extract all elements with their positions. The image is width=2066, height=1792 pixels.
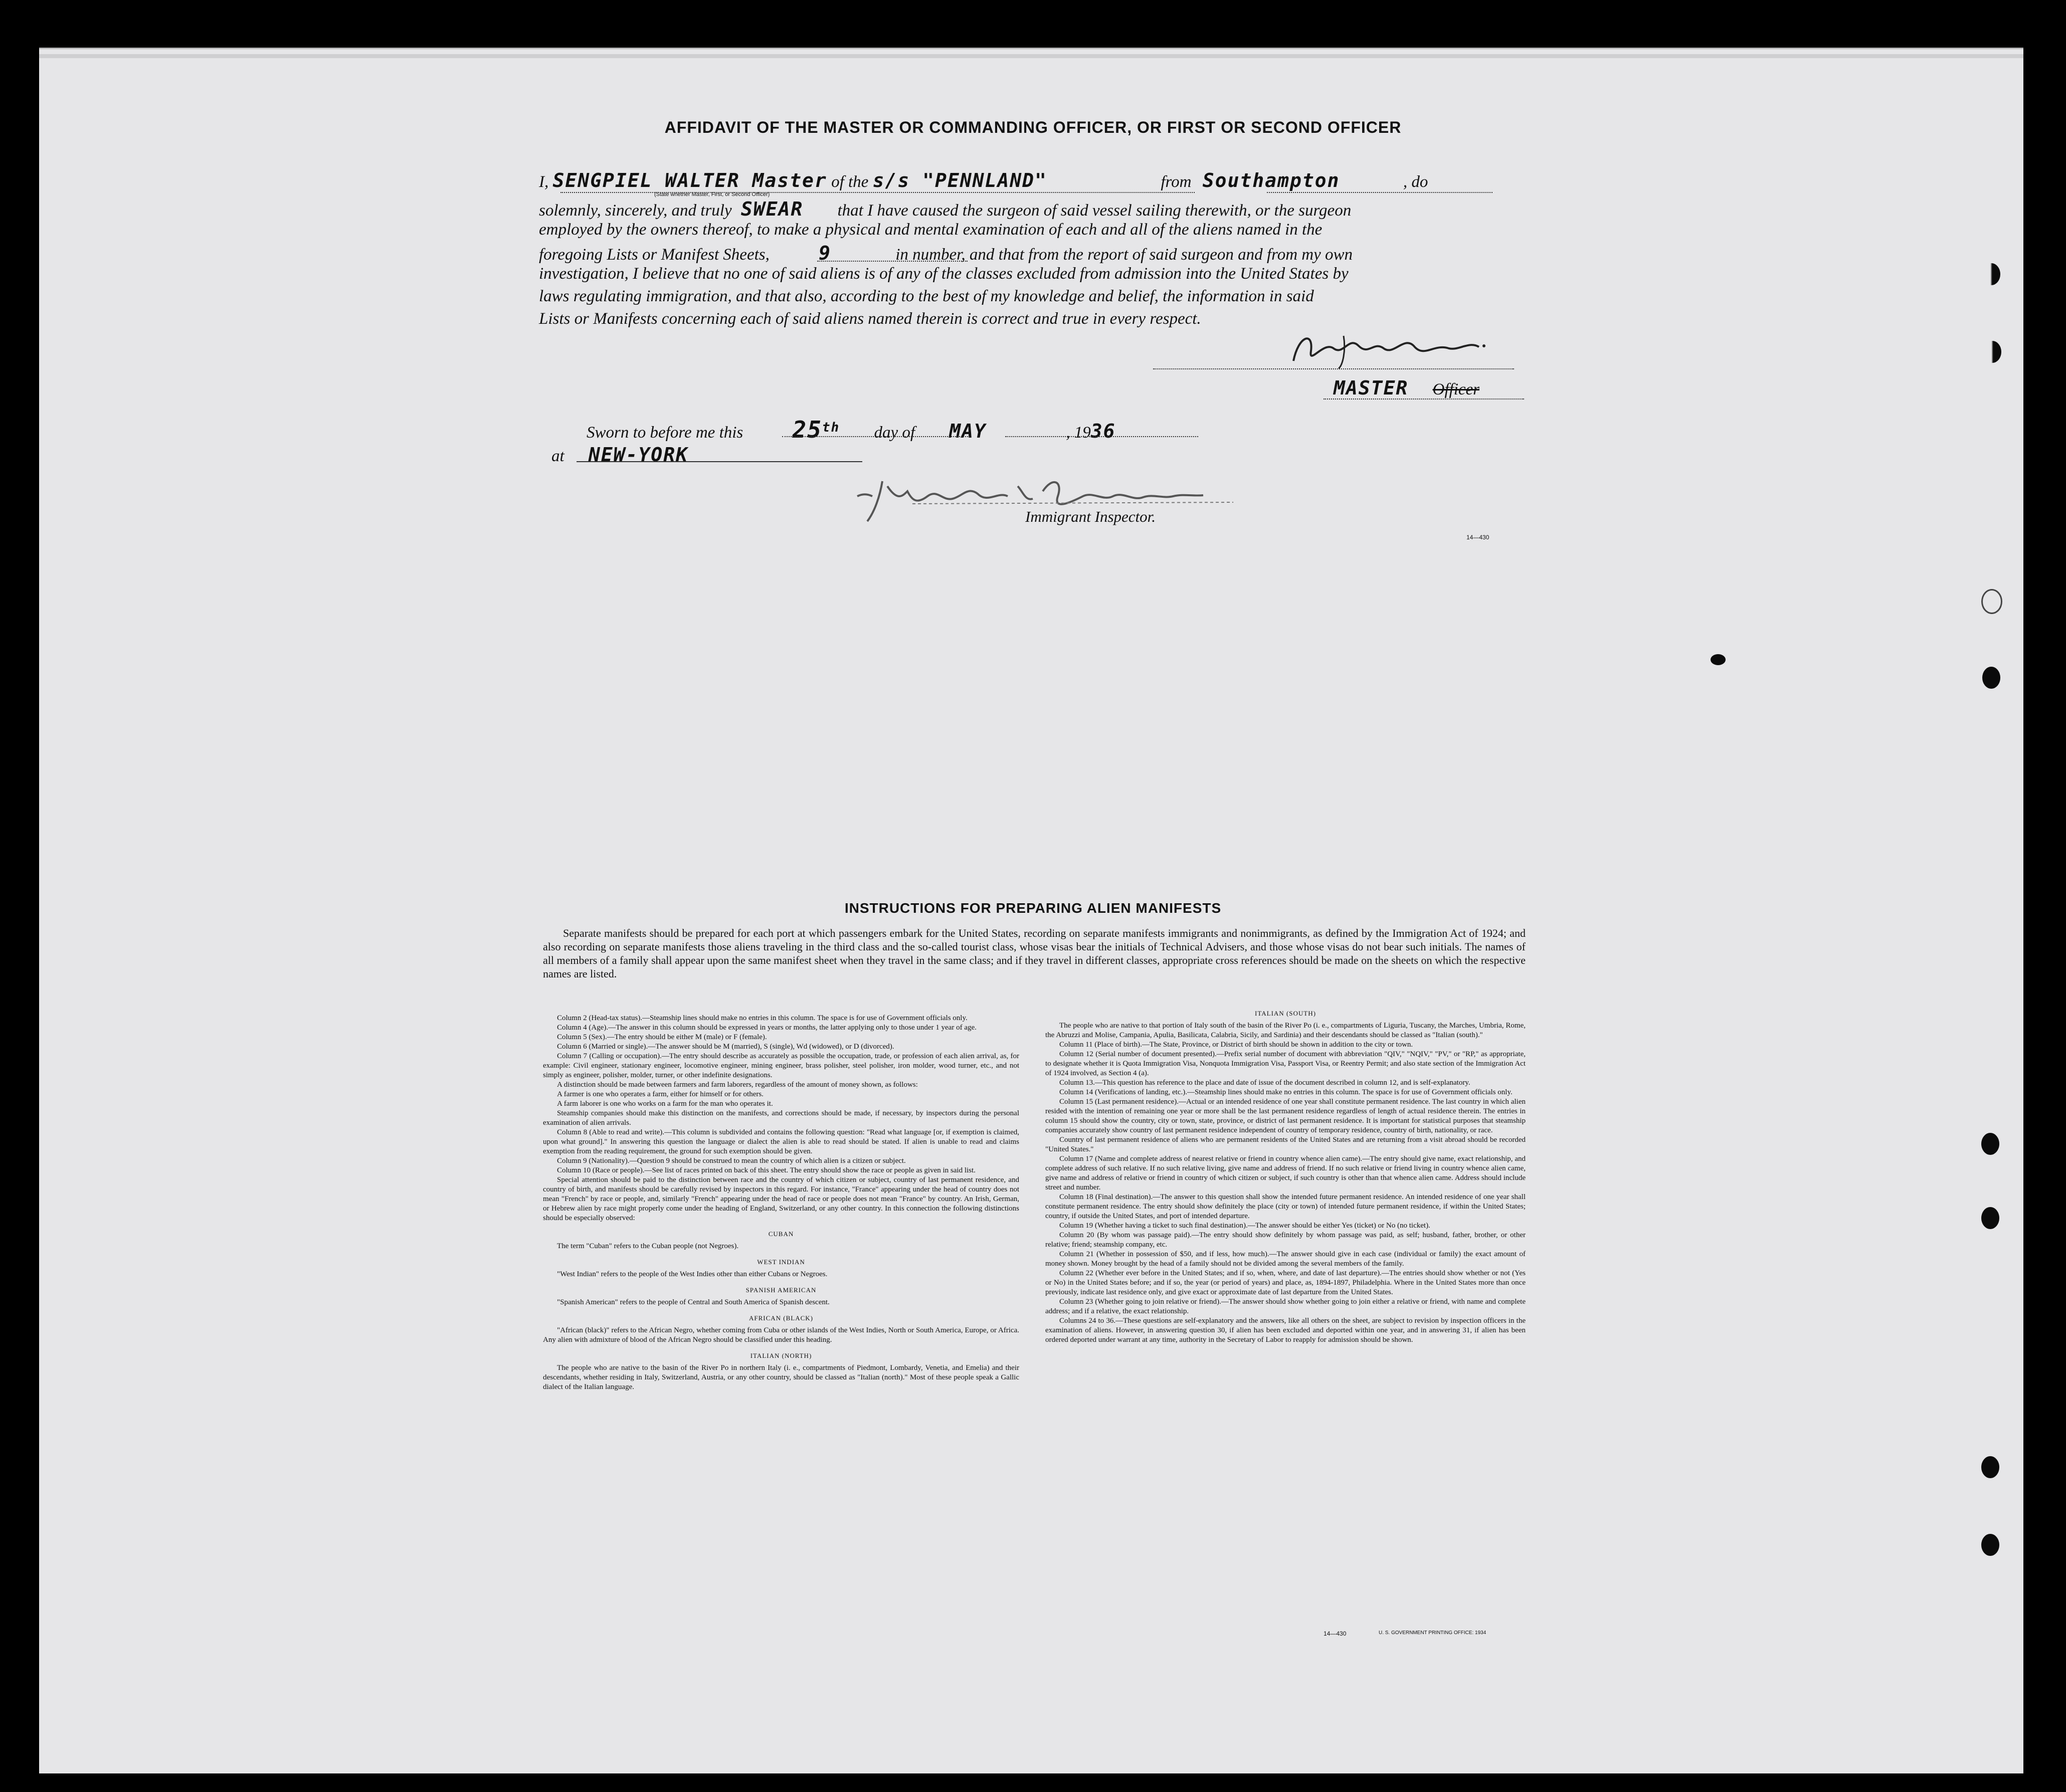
paragraph: Column 20 (By whom was passage paid).—The entry should show definitely by whom passage was paid, as self; husband, father, brother, or other relative; friend; steamship company, etc.: [1045, 1231, 1526, 1249]
paragraph: Steamship companies should make this distinction on the manifests, and corrections should be made, if necessary, by inspectors during the personal examination of alien arrivals.: [543, 1109, 1019, 1127]
paragraph: Special attention should be paid to the distinction between race and the country of which citizen or subject, country of last permanent residence, and country of birth, and manifests should be carefully revised by inspectors in this regard. For instance, "France" appearing under the head of country does not mean "French" by race or people, and, similarly "French" appearing under the head of race or people does not mean "France" by country. An Irish, German, or Hebrew alien by race might properly come under the heading of England, Switzerland, or any other country. In this connection the following distinctions should be especially observed:: [543, 1176, 1019, 1222]
punch-hole-icon: [1982, 263, 2000, 285]
punch-hole-icon: [1981, 1456, 1999, 1478]
sworn-year: 36: [1090, 420, 1116, 442]
text: , do: [1403, 173, 1428, 191]
text: from: [1161, 173, 1192, 191]
paragraph: The people who are native to the basin of the River Po in northern Italy (i. e., compartments of Piedmont, Lombardy, Venetia, and Emelia) and their descendants, whether residing in Italy, Switzerland, Austria, or any other country, should be classed as "Italian (north)." Most of these people speak a Gallic dialect of the Italian language.: [543, 1364, 1019, 1391]
departure-port: Southampton: [1202, 169, 1340, 191]
sworn-line: [587, 416, 1115, 443]
signer-rank: MASTER: [1334, 377, 1409, 399]
paragraph: Column 23 (Whether going to join relative or friend).—The answer should show whether going to join either a relative or friend, with name and complete address; and if a relative, the exact relationship.: [1045, 1298, 1526, 1315]
master-signature: [1283, 321, 1514, 371]
section-heading: SPANISH AMERICAN: [745, 1286, 817, 1294]
punch-hole-icon: [1981, 1133, 1999, 1155]
place-line: [551, 444, 688, 466]
section-heading: ITALIAN (NORTH): [750, 1352, 812, 1359]
text: of the: [831, 173, 869, 191]
signature-line: [1153, 368, 1514, 369]
sworn-month: MAY: [949, 420, 987, 442]
oath-type: SWEAR: [740, 198, 804, 220]
paragraph: A farm laborer is one who works on a farm for the man who operates it.: [557, 1100, 773, 1108]
paragraph: Column 2 (Head-tax status).—Steamship lines should make no entries in this column. The space is for use of Government officials only.: [557, 1014, 968, 1022]
instructions-left-column: [543, 1014, 1019, 1392]
paragraph: "Spanish American" refers to the people of Central and South America of Spanish descent.: [557, 1298, 830, 1306]
page-edge: [39, 54, 2023, 58]
blank-line: [782, 436, 970, 437]
footer-form-number: 14—430: [1324, 1630, 1347, 1637]
struck-word: Officer: [1432, 380, 1480, 399]
text: Sworn to before me this: [587, 424, 743, 442]
paragraph: Column 9 (Nationality).—Question 9 should be construed to mean the country of which alien is a citizen or subject.: [557, 1157, 906, 1165]
affidavit-line-6: laws regulating immigration, and that also, according to the best of my knowledge and belief, the information in said: [539, 287, 1314, 305]
punch-hole-icon: [1983, 341, 2001, 363]
paragraph: Column 8 (Able to read and write).—This column is subdivided and contains the following question: "Read what language [or, if exemption is claimed, upon what ground]." In answering this question the language or dialect the alien is able to read should be stated. If alien is unable to read and claims exemption from the reading requirement, the ground for such exemption should be given.: [543, 1128, 1019, 1155]
section-heading: WEST INDIAN: [757, 1258, 805, 1266]
paragraph: Column 17 (Name and complete address of nearest relative or friend in country whence alien came).—The entry should give name, exact relationship, and complete address of such relative. If no such relative living, give name and address of friend. If no such relative or friend living in country whence alien came, give name and address of relative or friend in country of which citizen or subject, if such country is other than that whence alien came. Address should include street and number.: [1045, 1155, 1526, 1191]
blank-line: [560, 192, 1195, 193]
paragraph: Column 10 (Race or people).—See list of races printed on back of this sheet. The entry should show the race or people as given in said list.: [557, 1166, 976, 1174]
officer-rank-hint: (State whether Master, First, or Second Officer): [654, 191, 770, 197]
paragraph: Columns 24 to 36.—These questions are self-explanatory and the answers, like all others on the sheet, are subject to revision by inspection officers in the examination of aliens. However, in answering question 30, if alien has been excluded and deported within one year, and in answering 31, if alien has been ordered deported under warrant at any time, authority in the Secretary of Labor to reapply for admission should be shown.: [1045, 1317, 1526, 1344]
text: that I have caused the surgeon of said vessel sailing therewith, or the surgeon: [837, 202, 1352, 220]
paragraph: Column 6 (Married or single).—The answer should be M (married), S (single), Wd (widowed), or D (divorced).: [557, 1043, 894, 1051]
section-heading: ITALIAN (SOUTH): [1255, 1010, 1316, 1017]
paragraph: "West Indian" refers to the people of the West Indies other than either Cubans or Negroes.: [557, 1270, 828, 1278]
punch-hole-icon: [1981, 589, 2002, 614]
paragraph: Column 4 (Age).—The answer in this column should be expressed in years or months, the latter applying only to those under 1 year of age.: [557, 1024, 977, 1032]
paragraph: Column 22 (Whether ever before in the United States; and if so, when, where, and date of last departure).—The entries should show whether or not (Yes or No) in the United States before; and if so, the year (or period of years) and place, as, 1894-1897, Philadelphia. Where in the United States more than once previously, indicate last residence only, and give exact or approximate date of last departure from the United States.: [1045, 1269, 1526, 1296]
blank-line: [1324, 399, 1524, 400]
instructions-title: INSTRUCTIONS FOR PREPARING ALIEN MANIFESTS: [844, 900, 1222, 916]
text: at: [551, 447, 565, 465]
paragraph: The people who are native to that portion of Italy south of the basin of the River Po (i. e., compartments of Liguria, Tuscany, the Marches, Umbria, Rome, the Abruzzi and Molise, Campania, Apulia, Basilicata, Calabria, Sicily, and Sardinia) and their descendants should be classed as "Italian (south).": [1045, 1022, 1526, 1039]
affidavit-line-2: [539, 198, 1351, 220]
sheet-count: 9: [819, 242, 831, 264]
paragraph: Column 19 (Whether having a ticket to such final destination).—The answer should be either Yes (ticket) or No (no ticket).: [1059, 1222, 1430, 1230]
text: day of: [874, 424, 915, 442]
paragraph: Column 13.—This question has reference to the place and date of issue of the document described in column 12, and is self-explanatory.: [1059, 1079, 1470, 1087]
text: in number, and that from the report of said surgeon and from my own: [895, 246, 1353, 264]
master-name: SENGPIEL WALTER Master: [552, 169, 827, 191]
blank-line: [817, 261, 968, 262]
paragraph: "African (black)" refers to the African Negro, whether coming from Cuba or other islands of the West Indies, North or South America, Europe, or Africa. Any alien with admixture of blood of the African Negro should be classified under this heading.: [543, 1326, 1019, 1344]
paragraph: A farmer is one who operates a farm, either for himself or for others.: [557, 1090, 764, 1098]
footer-printer: U. S. GOVERNMENT PRINTING OFFICE: 1934: [1379, 1630, 1486, 1636]
text: , 19: [1066, 424, 1091, 442]
form-number: 14—430: [1466, 534, 1489, 541]
text: I,: [539, 173, 549, 191]
ink-blot: [1711, 654, 1726, 665]
affidavit-title: AFFIDAVIT OF THE MASTER OR COMMANDING OFFICER, OR FIRST OR SECOND OFFICER: [664, 118, 1402, 136]
paragraph: Column 7 (Calling or occupation).—The entry should describe as accurately as possible the occupation, trade, or profession of each alien arrival, as, for example: Civil engineer, stationary engineer, locomotive engineer, mining engineer, brass polisher, steel polisher, iron molder, wood turner, etc., and not simply as engineer, polisher, molder, turner, or other indefinite designations.: [543, 1052, 1019, 1079]
punch-hole-icon: [1981, 1207, 1999, 1229]
section-heading: CUBAN: [768, 1230, 794, 1238]
text: foregoing Lists or Manifest Sheets,: [539, 246, 770, 264]
punch-hole-icon: [1982, 667, 2000, 689]
vessel-name: s/s "PENNLAND": [872, 169, 1047, 191]
paragraph: Column 5 (Sex).—The entry should be either M (male) or F (female).: [557, 1033, 767, 1041]
signer-title: [1334, 377, 1479, 399]
affidavit-line-1: [539, 169, 1428, 191]
paragraph: A distinction should be made between farmers and farm laborers, regardless of the amount of money shown, as follows:: [557, 1081, 918, 1089]
paragraph: The term "Cuban" refers to the Cuban people (not Negroes).: [557, 1242, 739, 1250]
paragraph: Column 21 (Whether in possession of $50, and if less, how much).—The answer should give in each case (individual or family) the exact amount of money shown. Money brought by the head of a family should not be divided among the several members of the family.: [1045, 1250, 1526, 1268]
inspector-label: Immigrant Inspector.: [1025, 508, 1156, 525]
instructions-right-column: [1045, 1009, 1526, 1345]
section-heading: AFRICAN (BLACK): [748, 1314, 814, 1322]
paragraph: Column 12 (Serial number of document presented).—Prefix serial number of document with abbreviation "QIV," "NQIV," "PV," or "RP," as appropriate, to designate whether it is Quota Immigration Visa, Nonquota Immigration Visa, Passport Visa, or Reentry Permit; and also state section of the Immigration Act of 1924 involved, as Section 4 (a).: [1045, 1050, 1526, 1077]
text: solemnly, sincerely, and truly: [539, 202, 732, 220]
sworn-place: NEW-YORK: [588, 444, 688, 466]
blank-line: [1267, 192, 1492, 193]
paragraph: Column 14 (Verifications of landing, etc.).—Steamship lines should make no entries in this column. The space is for use of Government officials only.: [1059, 1088, 1513, 1096]
paragraph: Country of last permanent residence of aliens who are permanent residents of the United States and are returning from a visit abroad should be recorded "United States.": [1045, 1136, 1526, 1153]
affidavit-line-7: Lists or Manifests concerning each of said aliens named therein is correct and true in every respect.: [539, 310, 1201, 328]
blank-line: [577, 461, 862, 462]
instructions-intro: Separate manifests should be prepared for each port at which passengers embark for the United States, recording on separate manifests immigrants and nonimmigrants, as defined by the Immigration Act of 1924; and also recording on separate manifests those aliens traveling in the third class and the so-called tourist class, whose visas bear the initials of Technical Advisers, and those whose visas do not bear such initials. The names of all members of a family shall appear upon the same manifest sheet when they travel in the same class; and if they travel in different classes, appropriate cross references should be made on the sheets on which the respective names are listed.: [543, 927, 1526, 980]
sworn-day-suffix: th: [822, 420, 840, 435]
affidavit-line-3: employed by the owners thereof, to make a physical and mental examination of each and all of the aliens named in the: [539, 221, 1323, 239]
paragraph: Column 11 (Place of birth).—The State, Province, or District of birth should be shown in addition to the city or town.: [1059, 1041, 1413, 1049]
affidavit-line-5: investigation, I believe that no one of said aliens is of any of the classes excluded from admission into the United States by: [539, 265, 1349, 283]
paragraph: Column 18 (Final destination).—The answer to this question shall show the intended future permanent residence. An intended residence of one year shall constitute permanent residence. The entry should show definitely the place (city or town) of intended future permanent residence, if within the United States; country, if outside the United States, and port of intended departure.: [1045, 1193, 1526, 1220]
punch-hole-icon: [1981, 1534, 1999, 1556]
blank-line: [1005, 436, 1198, 437]
paragraph: Column 15 (Last permanent residence).—Actual or an intended residence of one year shall constitute permanent residence. The last country in which alien resided with the intention of remaining one year or more shall be the last permanent residence regardless of length of actual residence therein. The entries in column 15 should show the country, city or town, state, province, or district of last permanent residence. It is important for statistical purposes that steamship companies accurately show country of last permanent residence independent of country of temporary residence, country of birth, nationality, or race.: [1045, 1098, 1526, 1134]
sworn-day: 25: [792, 416, 822, 443]
